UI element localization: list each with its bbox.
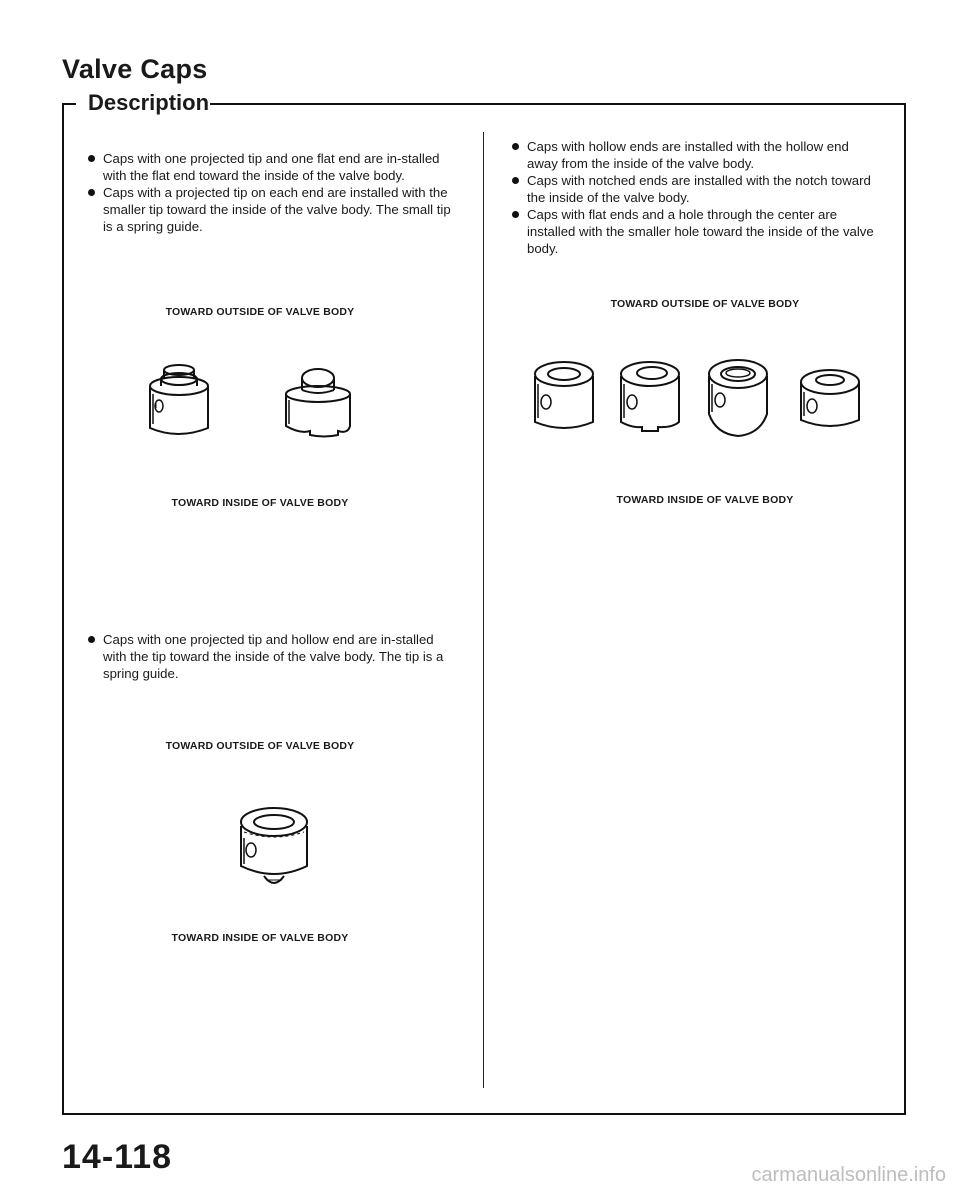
list-item: Caps with one projected tip and one flat end are in-stalled with the flat end toward the inside of the valve body. bbox=[88, 150, 458, 184]
figure1 bbox=[140, 356, 390, 456]
figure3 bbox=[530, 352, 870, 452]
frame-top-left bbox=[62, 103, 76, 105]
valve-cap-projected-tips-both-ends-icon bbox=[286, 369, 350, 437]
list-item: Caps with a projected tip on each end are installed with the smaller tip toward the inside of the valve body. The small tip is a spring guide. bbox=[88, 184, 458, 235]
figure2-bottom-caption: TOWARD INSIDE OF VALVE BODY bbox=[171, 932, 349, 944]
valve-cap-projected-tip-hollow-end-icon bbox=[241, 808, 307, 883]
valve-cap-notched-end-icon bbox=[621, 362, 679, 431]
page-number: 14-118 bbox=[62, 1138, 172, 1176]
list-item: Caps with flat ends and a hole through the center are installed with the smaller hole toward the inside of the valve body. bbox=[512, 206, 882, 257]
page-title: Valve Caps bbox=[62, 54, 208, 84]
list-item: Caps with notched ends are installed with the notch toward the inside of the valve body. bbox=[512, 172, 882, 206]
frame-left bbox=[62, 103, 64, 1115]
valve-cap-projected-tip-flat-end-icon bbox=[150, 365, 208, 434]
figure1-bottom-caption: TOWARD INSIDE OF VALVE BODY bbox=[171, 497, 349, 509]
list-item: Caps with one projected tip and hollow end are in-stalled with the tip toward the inside of the valve body. The tip is a spring guide. bbox=[88, 631, 458, 682]
frame-top-right bbox=[210, 103, 906, 105]
left-bullets-top bbox=[88, 150, 458, 235]
frame-bottom bbox=[62, 1113, 906, 1115]
left-bullets-bottom bbox=[88, 631, 458, 682]
figure3-top-caption: TOWARD OUTSIDE OF VALVE BODY bbox=[610, 298, 800, 310]
figure2 bbox=[234, 798, 324, 898]
valve-cap-flat-end-hole-icon bbox=[801, 370, 859, 426]
column-divider bbox=[483, 132, 484, 1088]
figure3-bottom-caption: TOWARD INSIDE OF VALVE BODY bbox=[616, 494, 794, 506]
valve-cap-tapered-hole-icon bbox=[709, 360, 767, 436]
figure1-top-caption: TOWARD OUTSIDE OF VALVE BODY bbox=[165, 306, 355, 318]
right-bullets bbox=[512, 138, 882, 257]
figure2-top-caption: TOWARD OUTSIDE OF VALVE BODY bbox=[165, 740, 355, 752]
valve-cap-hollow-end-icon bbox=[535, 362, 593, 428]
watermark: carmanualsonline.info bbox=[751, 1164, 946, 1186]
section-title: Description bbox=[82, 90, 215, 116]
frame-right bbox=[904, 103, 906, 1115]
list-item: Caps with hollow ends are installed with the hollow end away from the inside of the valve body. bbox=[512, 138, 882, 172]
